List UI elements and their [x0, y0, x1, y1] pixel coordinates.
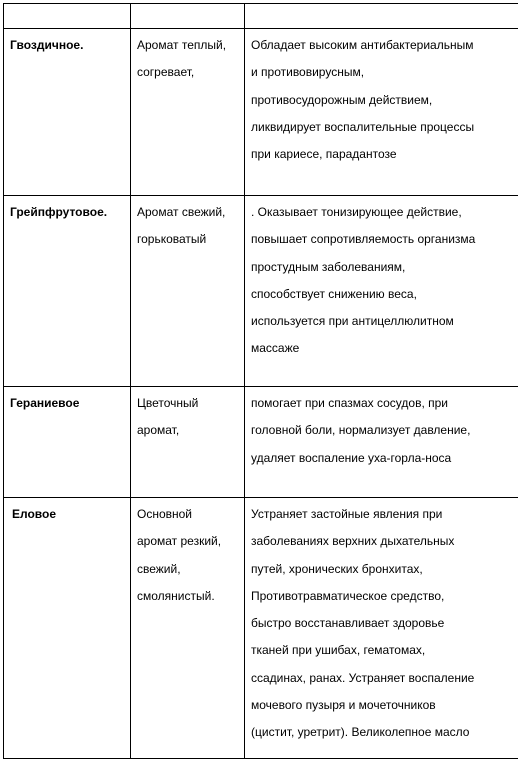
aroma-text: Аромат теплый, согревает, [131, 29, 244, 87]
oil-name-cell [4, 498, 131, 759]
oil-name-cell [4, 29, 131, 196]
oil-name: Гераниевое [4, 387, 130, 417]
aroma-cell [131, 387, 245, 498]
effect-cell [245, 498, 518, 759]
table-row [4, 498, 518, 759]
aroma-text: Аромат свежий, горьковатый [131, 196, 244, 254]
effect-cell [245, 29, 518, 196]
header-cell-effect [245, 4, 518, 29]
aroma-text: Цветочный аромат, [131, 387, 244, 445]
header-cell-name [4, 4, 131, 29]
aroma-cell [131, 196, 245, 387]
effect-cell [245, 387, 518, 498]
aroma-cell [131, 498, 245, 759]
table-header-row [4, 4, 518, 29]
oil-name-cell [4, 196, 131, 387]
table-row [4, 196, 518, 387]
effect-text: Устраняет застойные явления при заболеваниях верхних дыхательных путей, хронических бронхитах, Противотравматическое средство, быстро восстанавливает здоровье тканей при ушибах, гематомах, ссадинах, ранах. Устраняет воспаление мочевого пузыря и мочеточников (цистит, уретрит). Великолепное масло [245, 498, 518, 747]
aroma-cell [131, 29, 245, 196]
oil-name-cell [4, 387, 131, 498]
essential-oils-table [3, 3, 518, 759]
oil-name: Еловое [4, 498, 130, 528]
oil-name: Грейпфрутовое. [4, 196, 130, 226]
oil-name: Гвоздичное. [4, 29, 130, 59]
effect-text: помогает при спазмах сосудов, при головной боли, нормализует давление, удаляет воспаление уха-горла-носа [245, 387, 518, 472]
effect-text: Обладает высоким антибактериальным и противовирусным, противосудорожным действием, ликвидирует воспалительные процессы при кариесе, парадантозе [245, 29, 518, 168]
effect-cell [245, 196, 518, 387]
table-row [4, 29, 518, 196]
aroma-text: Основной аромат резкий, свежий, смолянистый. [131, 498, 244, 610]
header-cell-aroma [131, 4, 245, 29]
table-row [4, 387, 518, 498]
effect-text: . Оказывает тонизирующее действие, повышает сопротивляемость организма простудным заболеваниям, способствует снижению веса, используется при антицеллюлитном массаже [245, 196, 518, 363]
